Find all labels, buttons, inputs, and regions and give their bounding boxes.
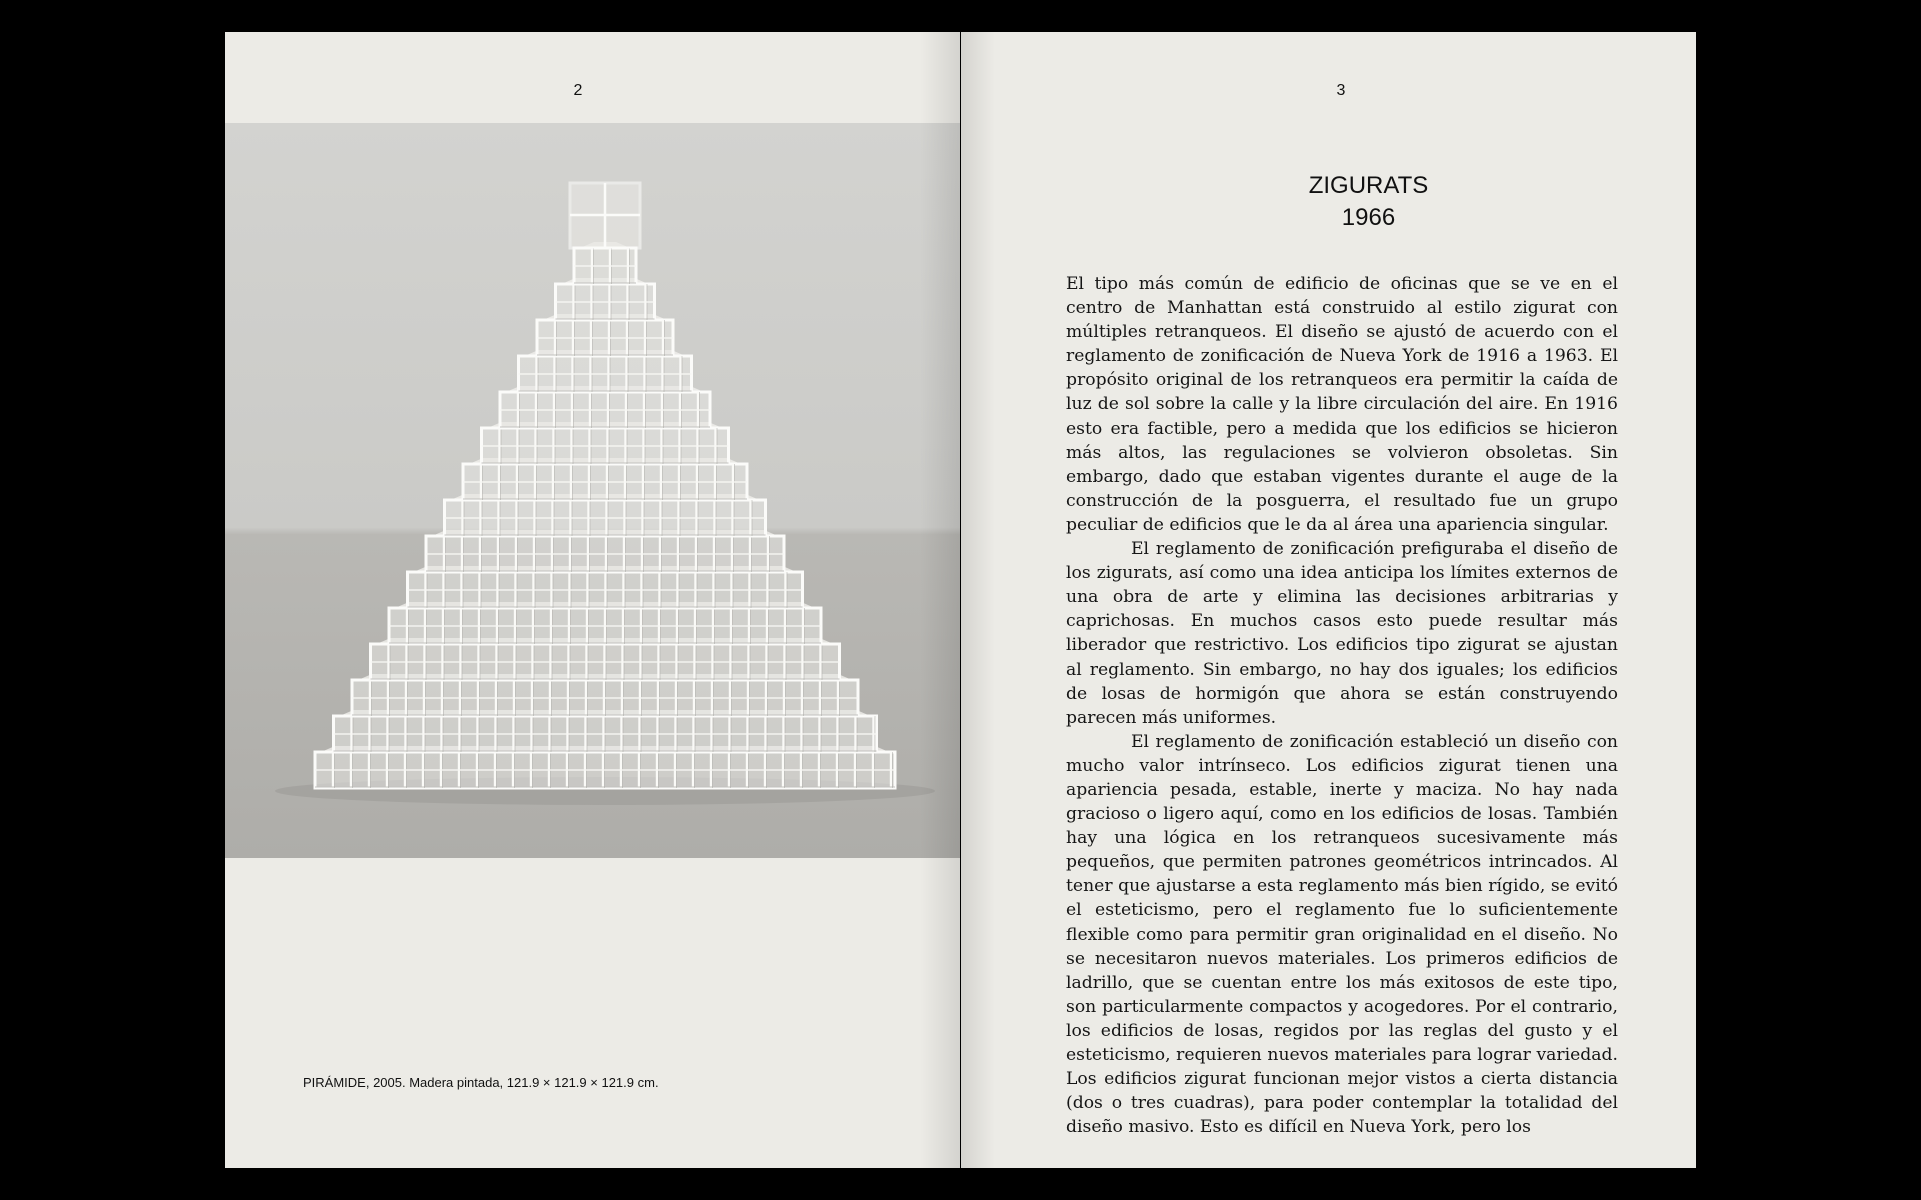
paragraph-1: El tipo más común de edificio de oficinas que se ve en el centro de Manhattan está construido al estilo zigurat con múltiples retranqueos. El diseño se ajustó de acuerdo con el reglamento de zonificación de Nueva York de 1916 a 1963. El propósito original de los retranqueos era permitir la caída de luz de sol sobre la calle y la libre circulación del aire. En 1916 esto era factible, pero a medida que los edificios se hicieron más altos, las regulaciones se volvieron obsoletas. Sin embargo, dado que estaban vigentes durante el auge de la construcción de la posguerra, el resultado fue un grupo peculiar de edificios que le da al área una apariencia singular. [1066, 274, 1618, 535]
pyramid-photo [225, 123, 960, 858]
page-number-right: 3 [1336, 82, 1346, 99]
chapter-heading [961, 170, 1696, 234]
photo-caption: PIRÁMIDE, 2005. Madera pintada, 121.9 × 121.9 × 121.9 cm. [303, 1075, 659, 1090]
chapter-year: 1966 [1341, 204, 1396, 231]
gutter-shadow-left [920, 32, 960, 1168]
pyramid-sculpture-illustration [225, 123, 960, 858]
body-text [1066, 272, 1618, 1139]
paragraph-2: El reglamento de zonificación prefiguraba el diseño de los zigurats, así como una idea anticipa los límites externos de una obra de arte y elimina las decisiones arbitrarias y caprichosas. En muchos casos esto puede resultar más liberador que restrictivo. Los edificios tipo zigurat se ajustan al reglamento. Sin embargo, no hay dos iguales; los edificios de losas de hormigón que ahora se están construyendo parecen más uniformes. [1066, 539, 1618, 728]
left-page [225, 32, 960, 1168]
paragraph-3: El reglamento de zonificación estableció un diseño con mucho valor intrínseco. Los edificios zigurat tienen una apariencia pesada, estable, inerte y maciza. No hay nada gracioso o ligero aquí, como en los edificios de losas. También hay una lógica en los retranqueos sucesivamente más pequeños, que permiten patrones geométricos intrincados. Al tener que ajustarse a esta reglamento más bien rígido, se evitó el esteticismo, pero el reglamento fue lo suficientemente flexible como para permitir gran originalidad en el diseño. No se necesitaron nuevos materiales. Los primeros edificios de ladrillo, que se cuentan entre los más exitosos de este tipo, son particularmente compactos y acogedores. Por el contrario, los edificios de losas, regidos por las reglas del gusto y el esteticismo, requieren nuevos materiales para lograr variedad. Los edificios zigurat funcionan mejor vistos a cierta distancia (dos o tres cuadras), para poder contemplar la totalidad del diseño masivo. Esto es difícil en Nueva York, pero los [1066, 731, 1618, 1138]
page-number-left: 2 [573, 82, 583, 99]
right-page [961, 32, 1696, 1168]
chapter-title: ZIGURATS [1308, 172, 1429, 199]
